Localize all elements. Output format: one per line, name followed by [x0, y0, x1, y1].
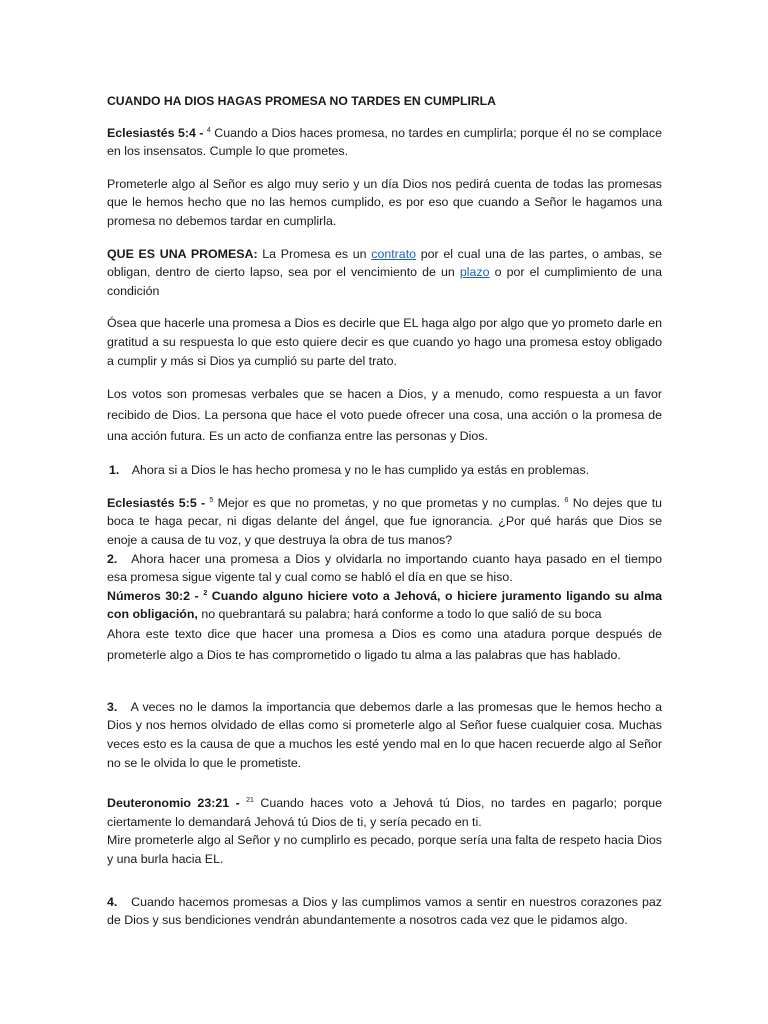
- paragraph-atadura: Ahora este texto dice que hacer una promesa a Dios es como una atadura porque después de prometerle algo a Dios te has comprometido o ligado tu alma a las palabras que has hablado.: [107, 626, 662, 662]
- verse-reference: Deuteronomio 23:21 -: [107, 796, 240, 811]
- list-item-2: [107, 550, 662, 587]
- list-item-1: [107, 461, 662, 480]
- paragraph-osea: Ósea que hacerle una promesa a Dios es decirle que EL haga algo por algo que yo prometo darle en gratitud a su respuesta lo que esto quiere decir es que cuando yo hago una promesa estoy obligado a cumplir y más si Dios ya cumplió su parte del trato.: [107, 316, 662, 368]
- section-heading: QUE ES UNA PROMESA:: [107, 246, 258, 261]
- verse-text: Mejor es que no prometas, y no que prometas y no cumplas.: [217, 495, 561, 510]
- plazo-link[interactable]: plazo: [459, 265, 490, 280]
- verse-reference: Eclesiastés 5:4 -: [107, 125, 204, 140]
- verse-text: No dejes que tu boca te haga pecar, ni digas delante del ángel, que fue ignorancia. ¿Por qué harás que Dios se enoje a causa de tu voz, y que destruya la obra de tus manos?: [107, 495, 663, 547]
- paragraph-numeros-30-2: [107, 587, 662, 624]
- list-item-text: Ahora si a Dios le has hecho promesa y no le has cumplido ya estás en problemas.: [131, 463, 590, 478]
- verse-number: 2: [203, 589, 208, 597]
- verse-number: 4: [206, 126, 211, 134]
- list-number: 1.: [109, 463, 120, 478]
- paragraph-eclesiastes-5-5: [107, 494, 662, 550]
- verse-reference: Números 30:2 -: [107, 588, 199, 603]
- paragraph-votos: Los votos son promesas verbales que se hacen a Dios, y a menudo, como respuesta a un favor recibido de Dios. La persona que hace el voto puede ofrecer una cosa, una acción o la promesa de una acción futura. Es un acto de confianza entre las personas y Dios.: [107, 387, 662, 444]
- list-number: 3.: [107, 699, 118, 714]
- verse-number: 5: [209, 496, 214, 504]
- paragraph-que-es-una-promesa: [107, 245, 662, 301]
- paragraph-prometerle: Prometerle algo al Señor es algo muy serio y un día Dios nos pedirá cuenta de todas las promesas que le hemos hecho que no las hemos cumplido, es por eso que cuando a Señor le hagamos una promesa no debemos tardar en cumplirla.: [107, 176, 662, 228]
- paragraph-eclesiastes-5-4: [107, 124, 662, 161]
- document-page: [107, 92, 662, 944]
- document-title: CUANDO HA DIOS HAGAS PROMESA NO TARDES EN CUMPLIRLA: [107, 94, 496, 108]
- list-item-4: [107, 893, 662, 930]
- definition-text-b: por el cual una de las partes, o ambas, se obligan, dentro de cierto lapso, sea por el vencimiento de un: [107, 246, 662, 280]
- list-item-text: A veces no le damos la importancia que debemos darle a las promesas que le hemos hecho a Dios y nos hemos olvidado de ellas como si prometerle algo al Señor fuese cualquier cosa. Muchas veces esto es la causa de que a muchos les esté yendo mal en lo que hacen recuerde algo al Señor no se le olvida lo que le prometiste.: [107, 699, 662, 770]
- list-number: 2.: [107, 551, 118, 566]
- verse-text: no quebrantará su palabra; hará conforme a todo lo que salió de su boca: [201, 607, 602, 622]
- verse-number: 21: [246, 797, 254, 805]
- verse-text: Cuando a Dios haces promesa, no tardes en cumplirla; porque él no se complace en los insensatos. Cumple lo que prometes.: [107, 125, 662, 159]
- list-item-text: Cuando hacemos promesas a Dios y las cumplimos vamos a sentir en nuestros corazones paz de Dios y sus bendiciones vendrán abundantemente a nosotros cada vez que le pidamos algo.: [107, 894, 662, 928]
- contrato-link[interactable]: contrato: [371, 246, 417, 261]
- paragraph-pecado: Mire prometerle algo al Señor y no cumplirlo es pecado, porque sería una falta de respeto hacia Dios y una burla hacia EL.: [107, 833, 662, 867]
- paragraph-deuteronomio-23-21: [107, 794, 662, 831]
- list-item-text: Ahora hacer una promesa a Dios y olvidarla no importando cuanto haya pasado en el tiempo esa promesa sigue vigente tal y cual como se habló el día en que se hiso.: [107, 551, 662, 585]
- verse-reference: Eclesiastés 5:5 -: [107, 495, 206, 510]
- definition-text-c: o por el cumplimiento de una condición: [107, 265, 662, 298]
- verse-bold-text: Cuando alguno hiciere voto a Jehová, o hiciere juramento ligando su alma con obligación,: [107, 588, 662, 622]
- definition-text-a: La Promesa es un: [262, 246, 367, 261]
- list-item-3: [107, 698, 662, 772]
- verse-text: Cuando haces voto a Jehová tú Dios, no tardes en pagarlo; porque ciertamente lo demandará Jehová tú Dios de ti, y sería pecado en ti.: [107, 796, 662, 829]
- list-number: 4.: [107, 894, 118, 909]
- verse-number: 6: [564, 496, 569, 504]
